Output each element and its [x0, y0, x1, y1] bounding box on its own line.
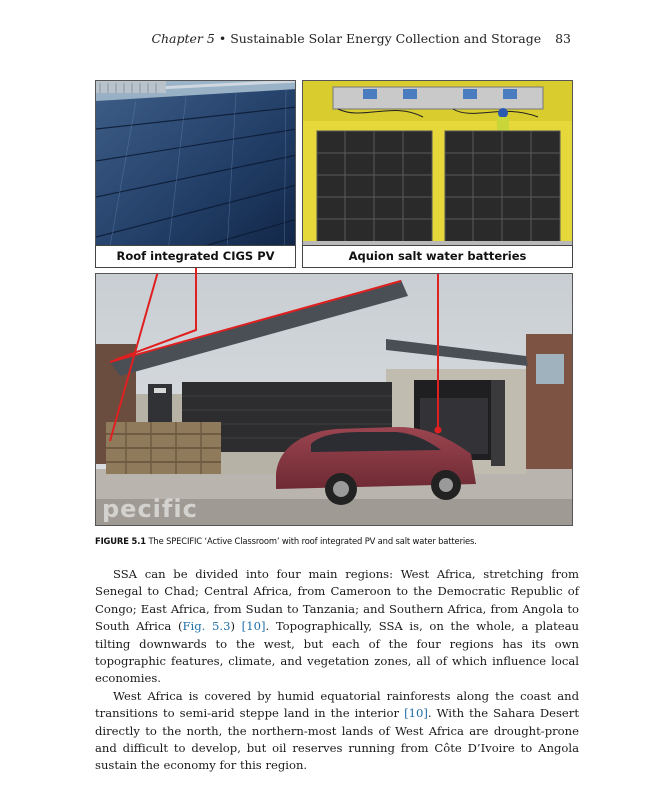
chapter-bullet: •: [218, 31, 227, 46]
body-text: [95, 566, 579, 775]
specific-watermark: pecific: [102, 495, 198, 523]
chapter-title: Sustainable Solar Energy Collection and Storage: [230, 31, 542, 46]
p1-text-c: . Topographically, SSA is, on the whole, a plateau tilting downwards to the west, but each of the four regions has its own topographic features, climate, and vegetation zones, all of which influence local economies.: [95, 619, 580, 686]
figure-5-1: [95, 80, 573, 526]
figure-caption-label: FIGURE 5.1: [95, 536, 146, 546]
p1-text-b: ): [230, 619, 242, 634]
callout-lines: [95, 80, 573, 526]
p2-text-b: . With the Sahara Desert directly to the north, the northern-most lands of West Africa are drought-prone and difficult to develop, but oil reserves running from Côte D’Ivoire to Angola sustain the economy for this region.: [95, 706, 579, 773]
chapter-label: Chapter 5: [151, 31, 215, 46]
batteries-label: Aquion salt water batteries: [302, 245, 573, 268]
paragraph-1: [95, 566, 579, 688]
ref-10-link-2[interactable]: [10]: [404, 706, 428, 721]
page-number: 83: [555, 31, 571, 46]
ref-10-link[interactable]: [10]: [241, 619, 266, 634]
fig-5-3-link[interactable]: Fig. 5.3: [182, 619, 231, 634]
paragraph-2: [95, 688, 579, 775]
figure-caption: [95, 536, 575, 546]
running-head: [151, 31, 571, 46]
p1-text-a: SSA can be divided into four main regions: West Africa, stretching from Senegal to Chad; Central Africa, from Cameroon to the Democratic Republic of Congo; East Africa, from Sudan to Tanzania; and Southern Africa, from Angola to South Africa (: [95, 567, 579, 634]
figure-caption-text: The SPECIFIC ‘Active Classroom’ with roof integrated PV and salt water batteries.: [148, 536, 477, 546]
roof-pv-label: Roof integrated CIGS PV: [95, 245, 296, 268]
p2-text-a: West Africa is covered by humid equatorial rainforests along the coast and transitions to semi-arid steppe land in the interior: [95, 688, 579, 721]
